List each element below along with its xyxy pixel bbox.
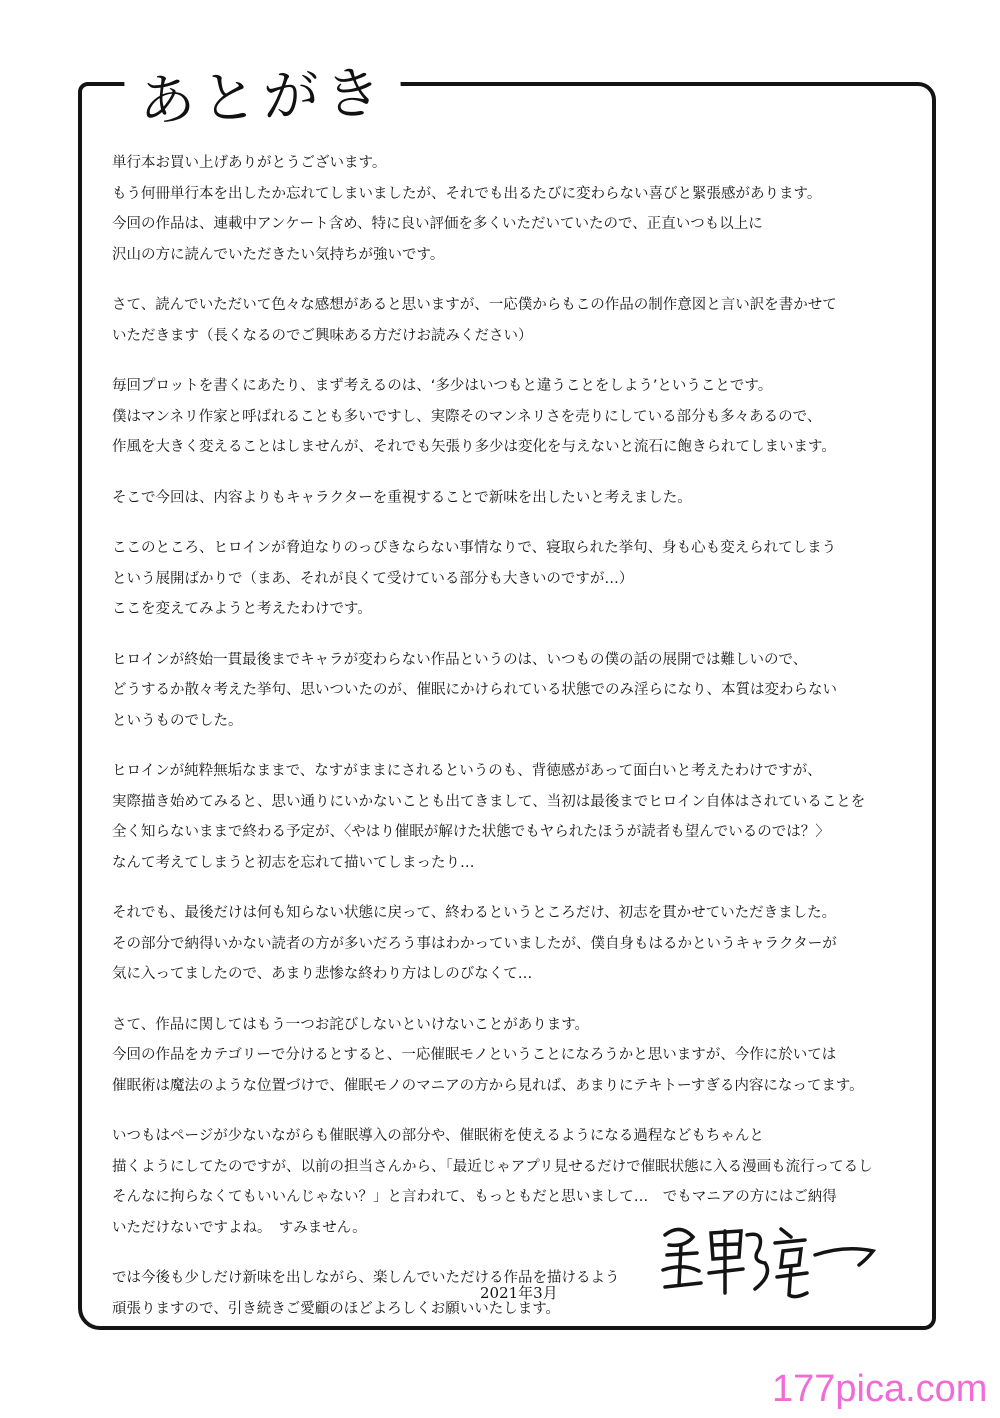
text-line: 僕はマンネリ作家と呼ばれることも多いですし、実際そのマンネリさを売りにしている部分も多々あるので、 <box>112 408 822 425</box>
text-line: では今後も少しだけ新味を出しながら、楽しんでいただける作品を描けるよう <box>112 1270 620 1286</box>
text-line: そんなに拘らなくてもいいんじゃない？」と言われて、もっともだと思いまして… でもマニアの方にはご納得 <box>112 1189 837 1205</box>
text-line: 描くようにしてたのですが、以前の担当さんから、「最近じゃアプリ見せるだけで催眠状態に入る漫画も流行ってるし <box>112 1158 873 1175</box>
text-line: 作風を大きく変えることはしませんが、それでも矢張り多少は変化を与えないと流石に飽きられてしまいます。 <box>112 439 836 455</box>
text-line: さて、作品に関してはもう一つお詫びしないといけないことがあります。 <box>112 1016 590 1033</box>
text-line: ここを変えてみようと考えたわけです。 <box>112 601 372 617</box>
text-line: 今回の作品をカテゴリーで分けるとすると、一応催眠モノということになろうかと思いますが、今作に於いては <box>112 1047 837 1063</box>
text-line: ここのところ、ヒロインが脅迫なりのっぴきならない事情なりで、寝取られた挙句、身も心も変えられてしまう <box>112 540 837 556</box>
afterword-body <box>112 148 932 1344</box>
paragraph-5 <box>112 533 932 625</box>
text-line: というものでした。 <box>112 712 243 729</box>
text-line: さて、読んでいただいて色々な感想があると思いますが、一応僕からもこの作品の制作意図と言い訳を書かせて <box>112 297 837 313</box>
text-line: いつもはページが少ないながらも催眠導入の部分や、催眠術を使えるようになる過程などもちゃんと <box>112 1128 764 1144</box>
paragraph-7 <box>112 756 932 878</box>
paragraph-9 <box>112 1010 932 1102</box>
paragraph-2 <box>112 290 932 351</box>
text-line: それでも、最後だけは何も知らない状態に戻って、終わるというところだけ、初志を貫かせていただきました。 <box>112 905 837 921</box>
text-line: 実際描き始めてみると、思い通りにいかないことも出てきまして、当初は最後までヒロイン自体はされていることを <box>112 793 866 810</box>
text-line: 気に入ってましたので、あまり悲惨な終わり方はしのびなくて… <box>112 966 533 982</box>
paragraph-4 <box>112 483 932 514</box>
text-line: 全く知らないままで終わる予定が、〈やはり催眠が解けた状態でもヤられたほうが読者も望んでいるのでは？〉 <box>112 824 830 840</box>
text-line: なんて考えてしまうと初志を忘れて描いてしまったり… <box>112 854 475 871</box>
paragraph-8 <box>112 898 932 990</box>
author-signature <box>655 1215 880 1305</box>
text-line: いただきます（長くなるのでご興味ある方だけお読みください） <box>112 327 533 344</box>
text-line: 催眠術は魔法のような位置づけで、催眠モノのマニアの方から見れば、あまりにテキトーすぎる内容になってます。 <box>112 1077 864 1094</box>
paragraph-3 <box>112 371 932 463</box>
text-line: その部分で納得いかない読者の方が多いだろう事はわかっていましたが、僕自身もはるかというキャラクターが <box>112 935 837 952</box>
text-line: もう何冊単行本を出したか忘れてしまいましたが、それでも出るたびに変わらない喜びと緊張感があります。 <box>112 185 822 202</box>
text-line: 単行本お買い上げありがとうございます。 <box>112 155 387 171</box>
paragraph-6 <box>112 645 932 737</box>
text-line: という展開ばかりで（まあ、それが良くて受けている部分も大きいのですが…） <box>112 570 634 587</box>
text-line: 毎回プロットを書くにあたり、まず考えるのは、‘多少はいつもと違うことをしよう’ということです。 <box>112 378 773 394</box>
text-line: そこで今回は、内容よりもキャラクターを重視することで新味を出したいと考えました。 <box>112 489 692 506</box>
paragraph-1 <box>112 148 932 270</box>
text-line: 今回の作品は、連載中アンケート含め、特に良い評価を多くいただいていたので、正直いつも以上に <box>112 216 763 232</box>
text-line: 沢山の方に読んでいただきたい気持ちが強いです。 <box>112 246 445 263</box>
text-line: 頑張りますので、引き続きご愛顧のほどよろしくお願いいたします。 <box>112 1300 561 1317</box>
watermark: 177pica.com <box>772 1368 988 1410</box>
date-label: 2021年3月 <box>480 1284 558 1302</box>
text-line: いただけないですよね。 すみません。 <box>112 1219 367 1236</box>
text-line: ヒロインが終始一貫最後までキャラが変わらない作品というのは、いつもの僕の話の展開では難しいので、 <box>112 651 808 668</box>
text-line: ヒロインが純粋無垢なままで、なすがままにされるというのも、背徳感があって面白いと考えたわけですが、 <box>112 763 822 779</box>
page-title: あとがき <box>124 53 403 143</box>
text-line: どうするか散々考えた挙句、思いついたのが、催眠にかけられている状態でのみ淫らになり、本質は変わらない <box>112 682 837 698</box>
